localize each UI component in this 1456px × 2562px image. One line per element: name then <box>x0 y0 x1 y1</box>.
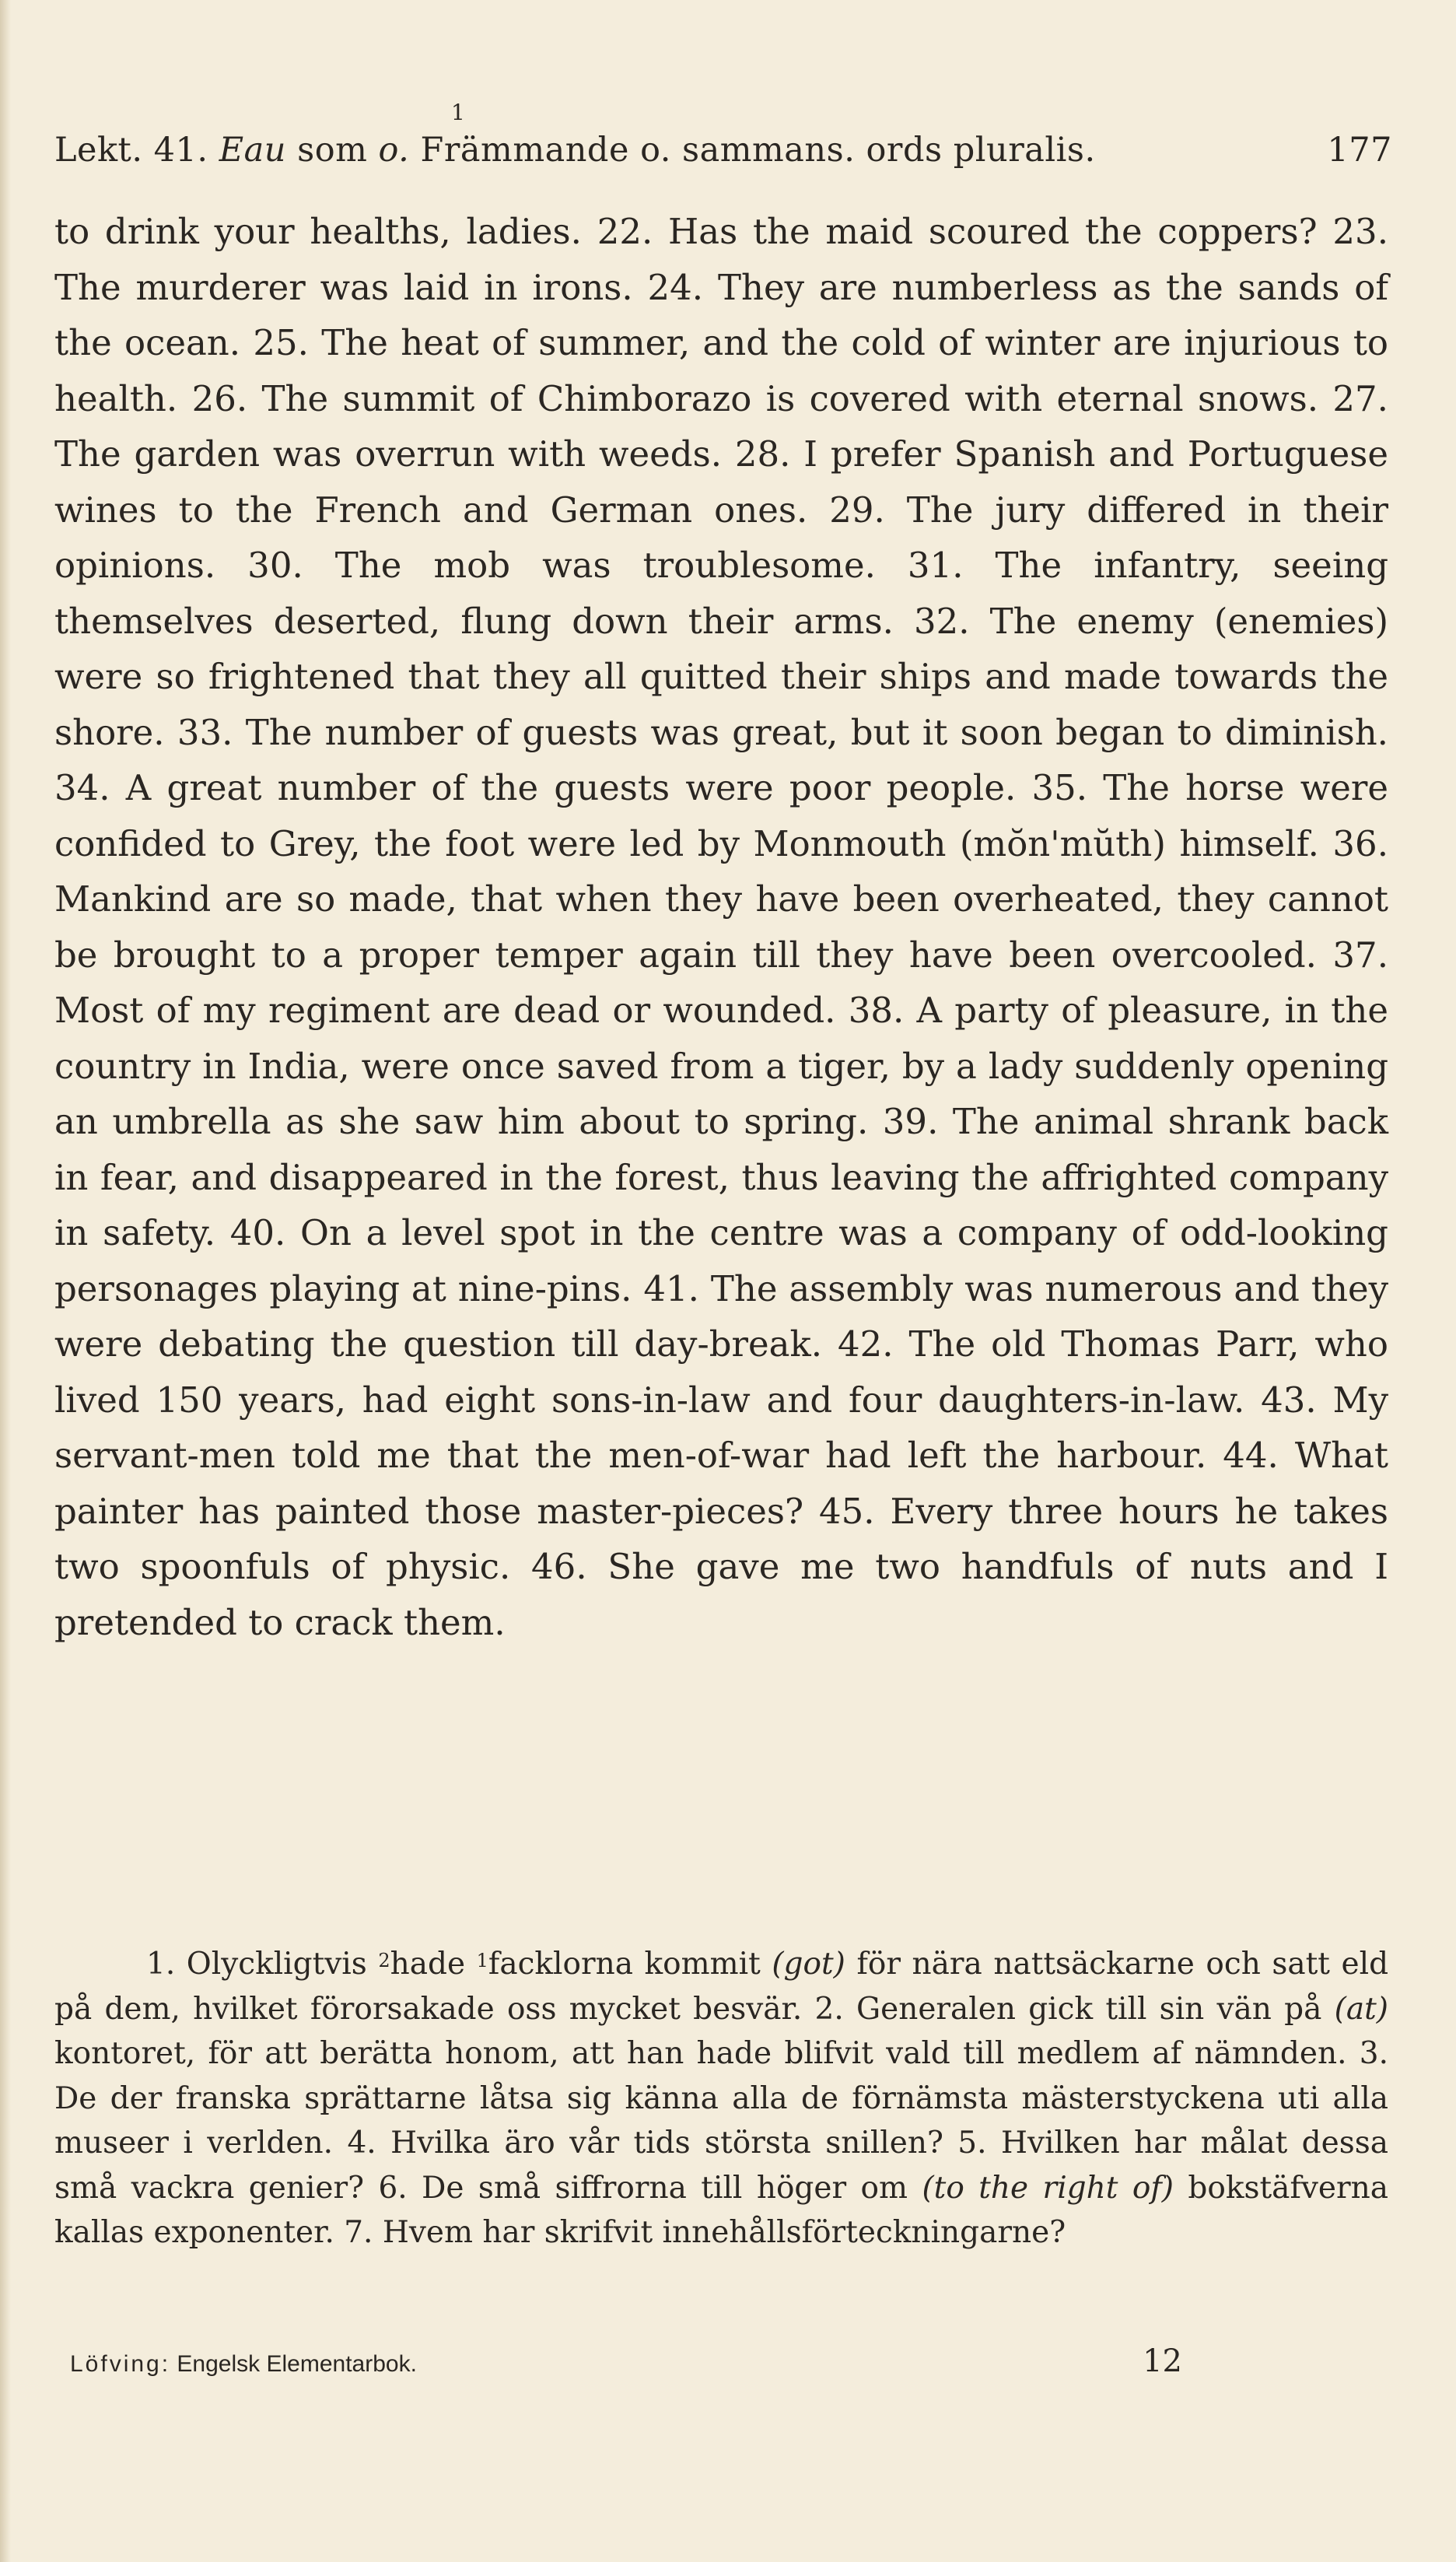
exercise-text: bokstäfverna kallas exponenter. 7. Hvem har skrifvit innehållsförteckningarne? <box>54 2170 1388 2250</box>
gloss: (got) <box>772 1947 845 1982</box>
signature-mark: 12 <box>1143 2343 1182 2379</box>
swedish-exercise <box>54 1942 1388 2255</box>
footer-book: Engelsk Elementarbok. <box>177 2351 417 2377</box>
exercise-text: 1. Olyckligtvis <box>146 1947 367 1982</box>
exercise-text: hade <box>390 1947 466 1982</box>
order-mark: 1 <box>476 1950 488 1971</box>
lesson-word: Eau <box>219 131 286 170</box>
exercise-text: kontoret, för att berätta honom, att han hade blifvit vald till medlem af nämnden. 3. De der franska sprättarne låtsa sig känna alla de förnämsta mästerstyckena uti alla museer i verlden. 4. Hvilka äro vår tids största snillen? 5. Hvilken har målat dessa små vackra genier? 6. De små siffrorna till höger om <box>54 2036 1388 2206</box>
sentences-paragraph: to drink your healths, ladies. 22. Has the maid scoured the coppers? 23. The murderer was laid in irons. 24. They are numberless as the sands of the ocean. 25. The heat of summer, and the cold of winter are injurious to health. 26. The summit of Chimborazo is covered with eternal snows. 27. The garden was overrun with weeds. 28. I prefer Spanish and Portuguese wines to the French and German ones. 29. The jury differed in their opinions. 30. The mob was troublesome. 31. The infantry, seeing themselves deserted, flung down their arms. 32. The enemy (enemies) were so frightened that they all quitted their ships and made towards the shore. 33. The number of guests was great, but it soon began to diminish. 34. A great number of the guests were poor people. 35. The horse were confided to Grey, the foot were led by Monmouth (mŏn'mŭth) himself. 36. Mankind are so made, that when they have been overheated, they cannot be brought to a proper temper again till they have been overcooled. 37. Most of my regiment are dead or wounded. 38. A party of pleasure, in the country in India, were once saved from a tiger, by a lady suddenly opening an umbrella as she saw him about to spring. 39. The animal shrank back in fear, and disappeared in the forest, thus leaving the affrighted company in safety. 40. On a level spot in the centre was a company of odd-looking personages playing at nine-pins. 41. The assembly was numerous and they were debating the question till day-break. 42. The old Thomas Parr, who lived 150 years, had eight sons-in-law and four daughters-in-law. 43. My servant-men told me that the men-of-war had left the harbour. 44. What painter has painted those master-pieces? 45. Every three hours he takes two spoonfuls of physic. 46. She gave me two handfuls of nuts and I pretended to crack them. <box>54 211 1388 1643</box>
lesson-o: o. <box>378 131 410 170</box>
footer-author: Löfving: <box>70 2351 171 2377</box>
order-mark: 2 <box>378 1950 390 1971</box>
exercise-paragraph <box>54 1942 1388 2255</box>
exercise-text: för nära nattsäckarne och satt eld på dem, hvilket förorsakade oss mycket besvär. 2. Generalen gick till sin vän på <box>54 1947 1389 2027</box>
lesson-topic: Främmande o. sammans. ords pluralis. <box>420 131 1096 170</box>
lesson-label: Lekt. 41. <box>54 131 208 170</box>
running-head <box>54 100 1392 170</box>
page-footer <box>70 2343 1182 2379</box>
page-number: 177 <box>1327 131 1392 170</box>
exercise-text: facklorna kommit <box>488 1947 761 1982</box>
running-head-mark: 1 <box>451 100 466 125</box>
english-sentences <box>54 204 1388 1650</box>
page-spine-shadow <box>0 0 11 2562</box>
gloss: (to the right of) <box>922 2170 1174 2206</box>
lesson-som: som <box>297 131 368 170</box>
gloss: (at) <box>1334 1991 1388 2027</box>
